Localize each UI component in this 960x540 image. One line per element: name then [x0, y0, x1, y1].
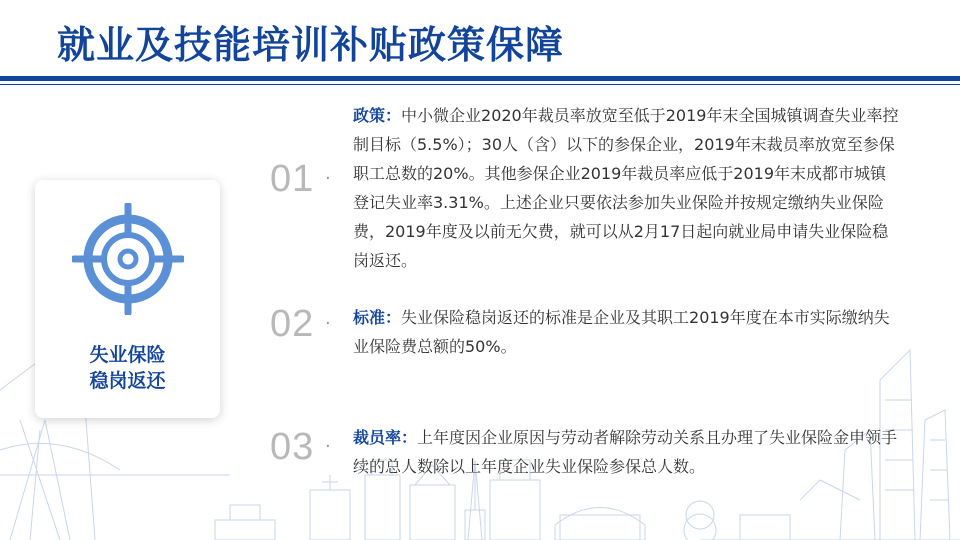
- page-title: 就业及技能培训补贴政策保障: [57, 23, 565, 67]
- item-body: 失业保险稳岗返还的标准是企业及其职工2019年度在本市实际缴纳失业保险费总额的50%。: [353, 308, 890, 356]
- item-dot: ·: [325, 436, 331, 457]
- item-text: [353, 303, 901, 361]
- item-number: 03: [270, 426, 315, 468]
- topic-card: [35, 180, 220, 418]
- item-lead: 标准：: [353, 308, 402, 327]
- card-label-line2: 稳岗返还: [89, 370, 166, 392]
- item-body: 上年度因企业原因与劳动者解除劳动关系且办理了失业保险金申领手续的总人数除以上年度企业失业保险参保总人数。: [353, 428, 898, 476]
- card-label-line1: 失业保险: [89, 344, 166, 366]
- target-icon: [72, 203, 184, 315]
- card-label: [35, 342, 220, 394]
- item-lead: 政策：: [353, 106, 402, 125]
- item-body: 中小微企业2020年裁员率放宽至低于2019年末全国城镇调查失业率控制目标（5.5%）；30人（含）以下的参保企业，2019年末裁员率放宽至参保职工总数的20%。其他参保企业2019年裁员率应低于2019年末成都市城镇登记失业率3.31%。上述企业只要依法参加失业保险并按规定缴纳失业保险费，2019年度及以前无欠费，就可以从2月17日起向就业局申请失业保险稳岗返还。: [353, 106, 899, 270]
- item-lead: 裁员率：: [353, 428, 418, 447]
- item-dot: ·: [325, 313, 331, 334]
- item-text: [353, 101, 901, 275]
- item-text: [353, 423, 901, 481]
- item-dot: ·: [325, 168, 331, 189]
- item-number: 02: [270, 303, 315, 345]
- item-number: 01: [270, 158, 315, 200]
- title-bar: [0, 0, 960, 78]
- title-divider: [0, 76, 960, 81]
- title-divider-thin: [0, 84, 960, 85]
